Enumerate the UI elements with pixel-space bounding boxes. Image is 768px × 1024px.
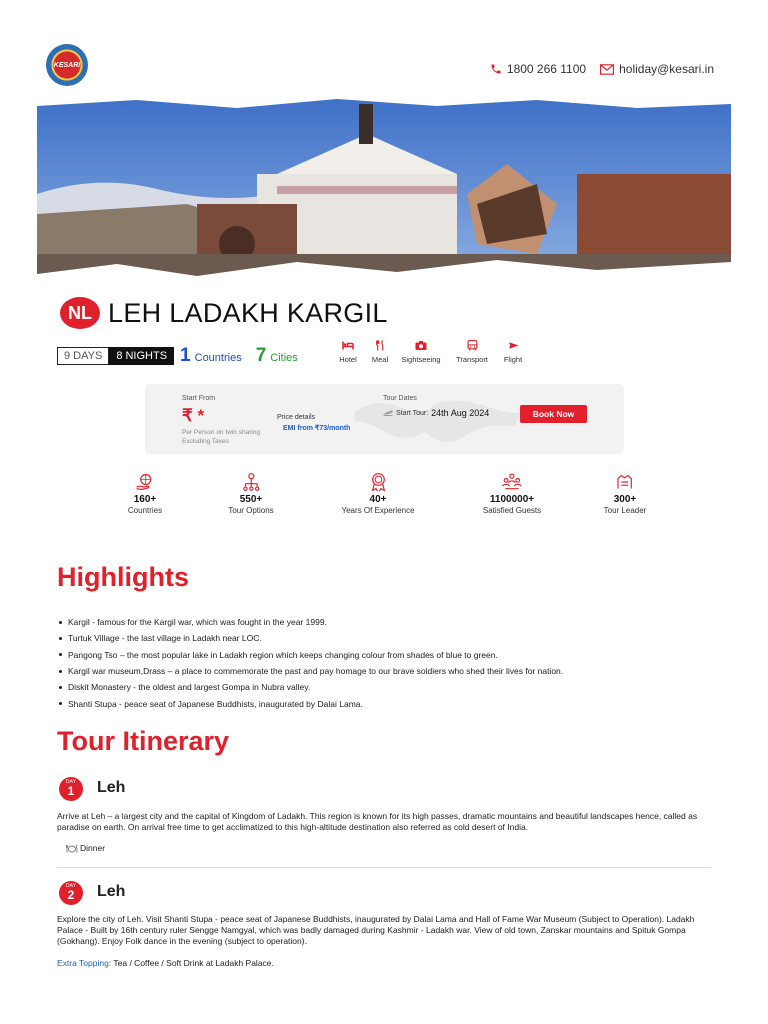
phone-icon (490, 63, 502, 75)
phone-number: 1800 266 1100 (506, 62, 587, 76)
day-1-title: Leh (97, 779, 126, 796)
stat-tour-leader: 300+ Tour Leader (604, 472, 647, 515)
meal-icon (375, 340, 386, 351)
list-item: Kargil war museum,Drass – a place to commemorate the past and pay homage to our brave soldiers who shed their lives for nation. (57, 663, 563, 679)
plane-icon (508, 340, 519, 351)
day-1-meal: Dinner (66, 843, 105, 853)
duration-row (57, 345, 298, 367)
amenity-sightseeing: Sightseeing (399, 340, 443, 364)
globe-hand-icon (135, 472, 155, 492)
amenity-meal: Meal (369, 340, 391, 364)
list-item: Kargil - famous for the Kargil war, which was fought in the year 1999. (57, 614, 563, 630)
kesari-logo[interactable] (46, 44, 88, 86)
tour-dates-label: Tour Dates (383, 395, 417, 402)
emi-link[interactable]: EMI from ₹73/month (283, 425, 351, 432)
bus-icon (467, 340, 478, 351)
award-icon (368, 472, 388, 492)
stat-tour-options: 550+ Tour Options (228, 472, 273, 515)
dinner-icon (66, 844, 78, 853)
hotel-icon (342, 340, 354, 351)
leader-icon (615, 472, 635, 492)
options-icon (241, 472, 261, 492)
mail-icon (600, 64, 614, 75)
book-now-button[interactable]: Book Now (520, 405, 587, 423)
world-map-watermark (345, 392, 525, 448)
phone-contact[interactable] (490, 62, 586, 76)
camera-icon (415, 340, 427, 351)
day-2-description: Explore the city of Leh. Visit Shanti Stupa - peace seat of Japanese Buddhists, inaugurated by Dalai Lama and Hall of Fame War Museum (Subject to Operation). Ladakh Palace - Built by 16th century ruler Sengge Namgyal, which was badly damaged during Kashmir - Ladakh war. View of old town, Zanskar mountains and Spituk Gompa (Gokhang). Enjoy Folk dance in the evening (subject to operation). (57, 914, 695, 946)
email-address: holiday@kesari.in (619, 62, 714, 76)
cities-count: 7 Cities (255, 345, 298, 366)
stat-guests: 1100000+ Satisfied Guests (483, 472, 541, 515)
logo-text: KESARI (53, 61, 81, 69)
day-2-title: Leh (97, 883, 126, 900)
amenity-flight: Flight (502, 340, 524, 364)
contact-info (490, 62, 714, 76)
day-2-badge: DAY 2 (59, 881, 83, 905)
tour-title: LEH LADAKH KARGIL (108, 297, 388, 328)
day-1-badge: DAY 1 (59, 777, 83, 801)
price-box (145, 384, 624, 454)
tour-banner-image (37, 94, 731, 286)
stat-years: 40+ Years Of Experience (341, 472, 414, 515)
highlights-heading: Highlights (57, 562, 189, 592)
highlights-list (57, 614, 563, 712)
stat-countries: 160+ Countries (128, 472, 162, 515)
price-value: ₹ * (182, 406, 205, 425)
email-contact[interactable] (600, 62, 714, 76)
day-2-extra-topping: Extra Topping: Tea / Coffee / Soft Drink at Ladakh Palace. (57, 958, 274, 968)
list-item: Pangong Tso – the most popular lake in Ladakh region which keeps changing colour from shades of blue to green. (57, 647, 563, 663)
start-from-label: Start From (182, 395, 216, 402)
itinerary-heading: Tour Itinerary (57, 726, 230, 756)
nights-badge: 8 NIGHTS (109, 347, 174, 365)
guests-icon (502, 472, 522, 492)
list-item: Shanti Stupa - peace seat of Japanese Buddhists, inaugurated by Dalai Lama. (57, 695, 563, 711)
tour-title-row (60, 297, 388, 329)
day-1-description: Arrive at Leh – a largest city and the capital of Kingdom of Ladakh. This region is known for its high passes, dramatic mountains and beautiful landscapes hence, called as paradise on earth. On arrival free time to get acclimatized to this high-altitude destination also referred as cold desert of India. (57, 811, 698, 832)
amenity-hotel: Hotel (338, 340, 358, 364)
list-item: Turtuk Village - the last village in Ladakh near LOC. (57, 630, 563, 646)
price-note: Per Person on twin sharing Excluding Taxes (182, 429, 261, 445)
day-divider (57, 867, 711, 868)
price-details-link[interactable]: Price details (277, 414, 316, 421)
amenity-transport: Transport (454, 340, 490, 364)
amenities (338, 340, 524, 364)
start-tour-date: Start Tour: 24th Aug 2024 (383, 408, 489, 418)
extra-topping-link[interactable]: Extra Topping: (57, 958, 112, 968)
plane-icon (383, 409, 393, 417)
list-item: Diskit Monastery - the oldest and largest Gompa in Nubra valley. (57, 679, 563, 695)
countries-count: 1 Countries (180, 345, 242, 366)
days-badge: 9 DAYS (57, 347, 109, 365)
tour-code-badge: NL (60, 297, 100, 329)
